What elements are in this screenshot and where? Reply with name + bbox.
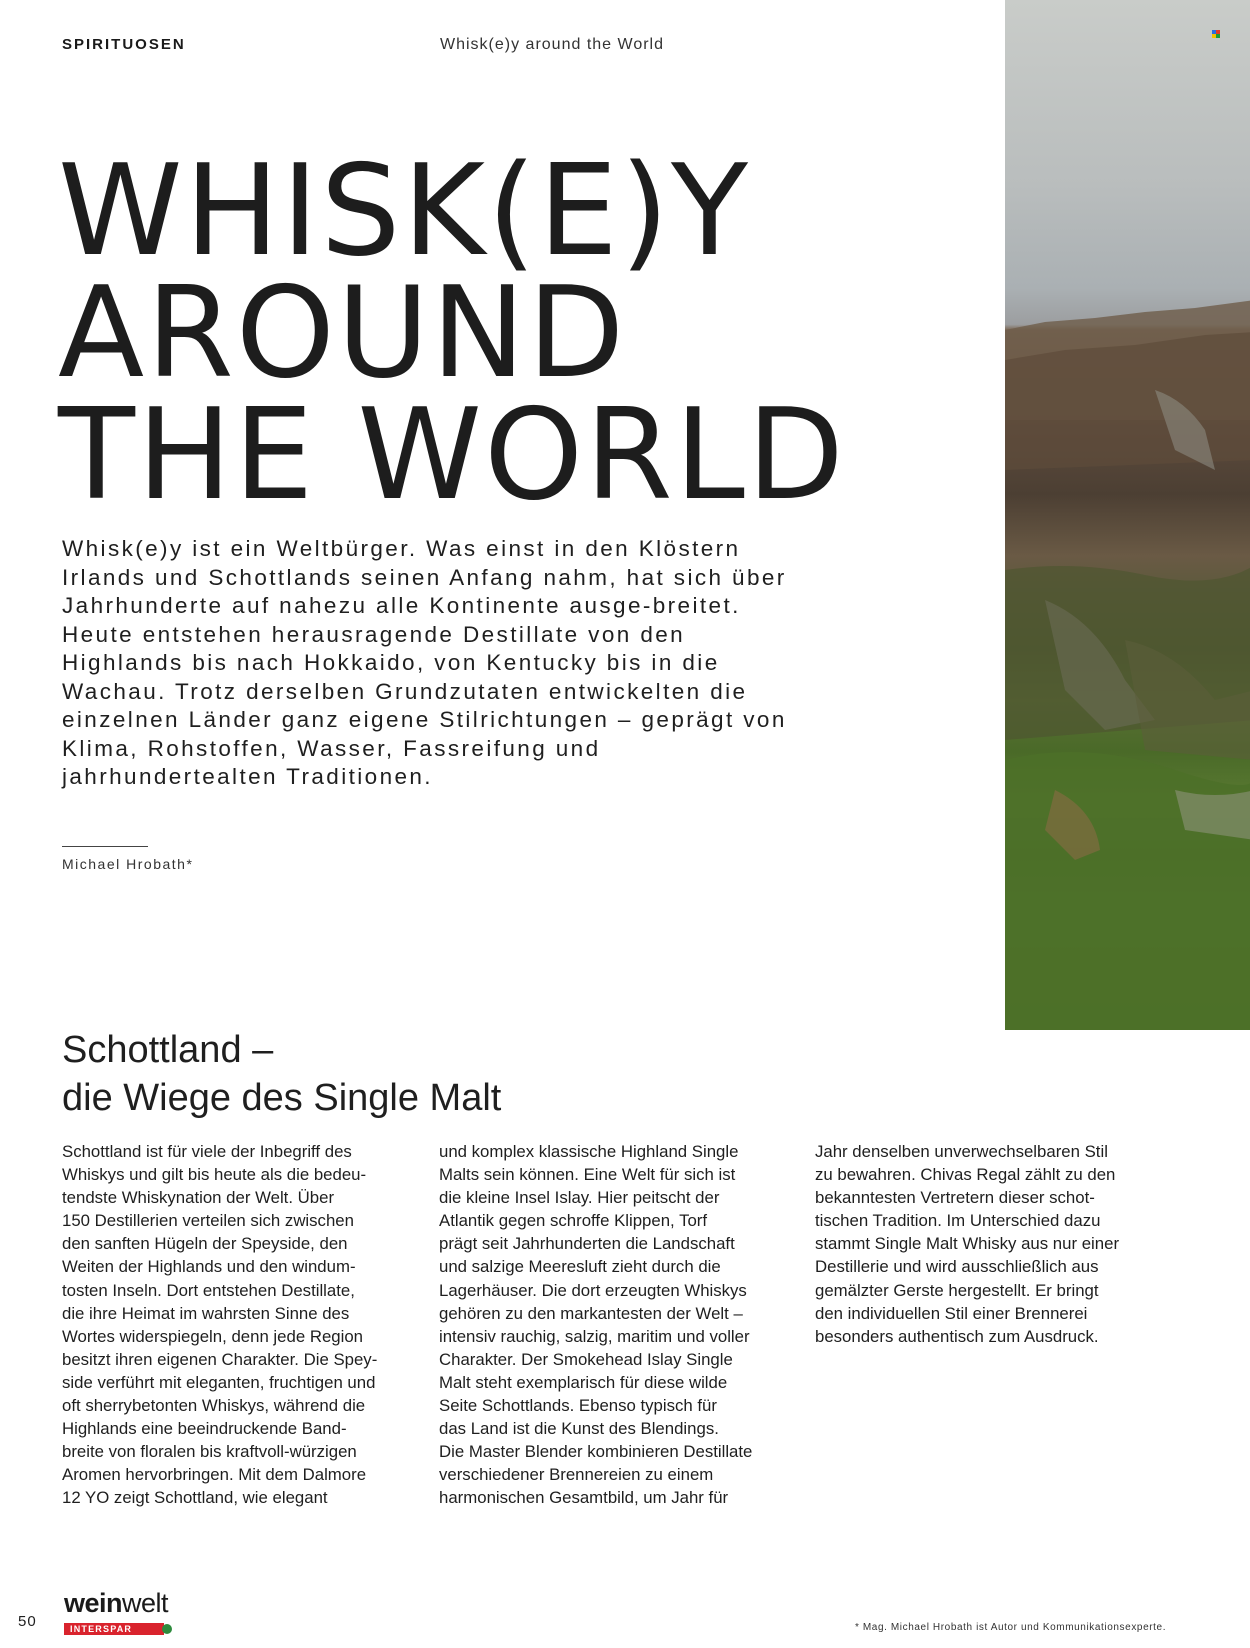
interspar-badge: INTERSPAR [64, 1623, 164, 1635]
title-line-3: THE WORLD [58, 381, 846, 528]
body-text-line: Malt steht exemplarisch für diese wilde [439, 1372, 728, 1392]
body-text-line: harmonischen Gesamtbild, um Jahr für [439, 1488, 729, 1508]
body-text-line: Highlands eine beeindruckende Band- [62, 1419, 347, 1439]
lead-paragraph: Whisk(e)y ist ein Weltbürger. Was einst in den Klöstern Irlands und Schottlands seinen Anfang nahm, hat sich über Jahrhunderte auf nahezu alle Kontinente ausge-breitet. Heute entstehen herausragende Destillate von den Highlands bis nach Hokkaido, von Kentucky bis in die Wachau. Trotz derselben Grundzutaten entwickelten die einzelnen Länder ganz eigene Stilrichtungen – geprägt von Klima, Rohstoffen, Wasser, Fassreifung und jahrhundertealten Traditionen. [62, 536, 787, 789]
body-text-line: Charakter. Der Smokehead Islay Single [439, 1349, 733, 1369]
landscape-photo [1005, 0, 1250, 1030]
author-byline: Michael Hrobath* [62, 856, 194, 872]
logo-wordmark: weinwelt [64, 1588, 169, 1618]
body-text-line: die ihre Heimat im wahrsten Sinne des [62, 1303, 350, 1323]
body-text-line: Atlantik gegen schroffe Klippen, Torf [439, 1211, 708, 1231]
body-text-line: besitzt ihren eigenen Charakter. Die Spey- [62, 1349, 378, 1369]
body-text-line: stammt Single Malt Whisky aus nur einer [815, 1234, 1120, 1254]
body-text-line: gehören zu den markantesten der Welt – [439, 1303, 743, 1323]
body-text-line: 150 Destillerien verteilen sich zwischen [62, 1211, 354, 1231]
section-heading-line-1: Schottland – [62, 1029, 274, 1071]
section-label: SPIRITUOSEN [62, 36, 186, 53]
body-text-line: das Land ist die Kunst des Blendings. [439, 1419, 719, 1439]
body-text-line: tosten Inseln. Dort entstehen Destillate, [62, 1280, 355, 1300]
body-text-line: die kleine Insel Islay. Hier peitscht der [439, 1188, 720, 1208]
body-column-3 [815, 1140, 1155, 1348]
body-text-line: 12 YO zeigt Schottland, wie elegant [62, 1488, 328, 1508]
body-text-line: Destillerie und wird ausschließlich aus [815, 1257, 1099, 1277]
body-text-line: tendste Whiskynation der Welt. Über [62, 1188, 335, 1208]
body-text-line: prägt seit Jahrhunderten die Landschaft [439, 1234, 735, 1254]
body-text-line: Malts sein können. Eine Welt für sich ist [439, 1165, 736, 1185]
body-text-line: gemälzter Gerste hergestellt. Er bringt [815, 1280, 1099, 1300]
body-text-line: besonders authentisch zum Ausdruck. [815, 1326, 1099, 1346]
article-title [58, 137, 938, 528]
body-text-line: intensiv rauchig, salzig, maritim und voller [439, 1326, 750, 1346]
interspar-leaf-icon [162, 1624, 172, 1634]
body-text-line: bekanntesten Vertretern dieser schot- [815, 1188, 1095, 1208]
color-registration-icon [1212, 30, 1220, 38]
body-text-line: Seite Schottlands. Ebenso typisch für [439, 1396, 717, 1416]
body-text-line: Weiten der Highlands und den windum- [62, 1257, 356, 1277]
author-footnote: * Mag. Michael Hrobath ist Autor und Kommunikationsexperte. [855, 1622, 1167, 1633]
body-text-line: Aromen hervorbringen. Mit dem Dalmore [62, 1465, 367, 1485]
byline-divider [62, 846, 148, 847]
title-line-1: WHISK(E)Y [58, 137, 750, 284]
body-text-line: Schottland ist für viele der Inbegriff des [62, 1142, 352, 1161]
body-text-line: side verführt mit eleganten, fruchtigen und [62, 1372, 376, 1392]
running-title: Whisk(e)y around the World [440, 36, 664, 53]
body-text-line: und komplex klassische Highland Single [439, 1142, 739, 1161]
body-text-line: breite von floralen bis kraftvoll-würzigen [62, 1442, 357, 1462]
body-text-line: zu bewahren. Chivas Regal zählt zu den [815, 1165, 1116, 1185]
body-text-line: Wortes widerspiegeln, denn jede Region [62, 1326, 364, 1346]
body-text-line: tischen Tradition. Im Unterschied dazu [815, 1211, 1101, 1231]
body-text-line: oft sherrybetonten Whiskys, während die [62, 1396, 366, 1416]
body-text-line: den sanften Hügeln der Speyside, den [62, 1234, 348, 1254]
page-number: 50 [18, 1613, 37, 1630]
body-column-1 [62, 1140, 402, 1510]
weinwelt-logo [64, 1588, 174, 1636]
body-text-line: den individuellen Stil einer Brennerei [815, 1303, 1088, 1323]
title-line-2: AROUND [58, 259, 627, 406]
section-heading [62, 1026, 762, 1122]
body-text-line: Die Master Blender kombinieren Destillate [439, 1442, 753, 1462]
body-column-2 [439, 1140, 779, 1510]
body-text-line: Jahr denselben unverwechselbaren Stil [815, 1142, 1108, 1161]
body-text-line: Lagerhäuser. Die dort erzeugten Whiskys [439, 1280, 747, 1300]
body-text-line: Whiskys und gilt bis heute als die bedeu- [62, 1165, 367, 1185]
section-heading-line-2: die Wiege des Single Malt [62, 1077, 502, 1119]
body-text-line: und salzige Meeresluft zieht durch die [439, 1257, 721, 1277]
body-text-line: verschiedener Brennereien zu einem [439, 1465, 714, 1485]
